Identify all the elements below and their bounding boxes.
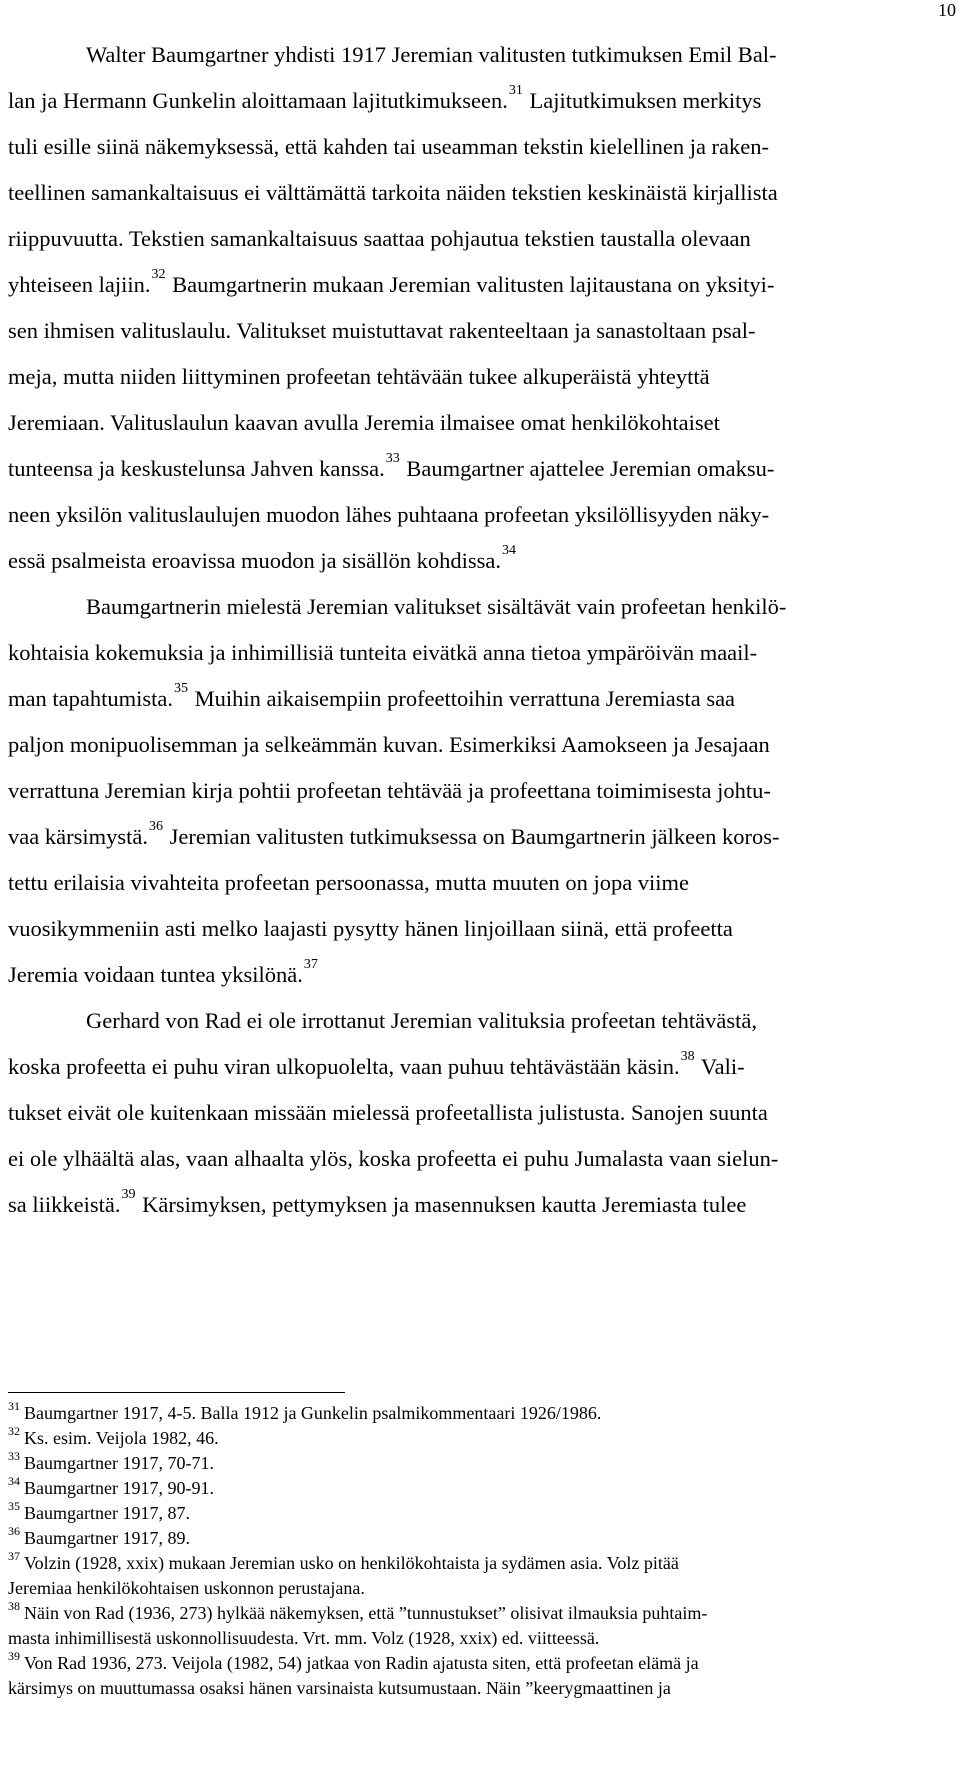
footnote-text: Baumgartner 1917, 4-5. Balla 1912 ja Gunkelin psalmikommentaari 1926/1986. [24,1403,602,1423]
text-line: Jeremiaan. Valituslaulun kaavan avulla Jeremia ilmaisee omat henkilökohtaiset [8,410,720,435]
text-line: man tapahtumista.$^{35}$ Muihin aikaisempiin profeettoihin verrattuna Jeremiasta saa [8,681,736,711]
footnote-number: 36 [8,1524,20,1538]
footnote-divider [8,1392,345,1393]
footnote [8,1551,956,1576]
footnote-text: Ks. esim. Veijola 1982, 46. [24,1428,219,1448]
text-line: ei ole ylhäältä alas, vaan alhaalta ylös, koska profeetta ei puhu Jumalasta vaan sielun- [8,1146,779,1171]
footnote-number: 38 [8,1599,20,1613]
footnote-text: masta inhimillisestä uskonnollisuudesta. Vrt. mm. Volz (1928, xxix) ed. viitteessä. [8,1628,600,1648]
text-line: paljon monipuolisemman ja selkeämmän kuvan. Esimerkiksi Aamokseen ja Jesajaan [8,732,770,757]
footnote-number: 35 [8,1499,20,1513]
text-line: lan ja Hermann Gunkelin aloittamaan lajitutkimukseen.$^{31}$ Lajitutkimuksen merkitys [8,83,762,113]
page-number: 10 [938,0,956,20]
text-line: koska profeetta ei puhu viran ulkopuolelta, vaan puhuu tehtävästään käsin.$^{38}$ Vali- [8,1049,745,1079]
text-line: Walter Baumgartner yhdisti 1917 Jeremian valitusten tutkimuksen Emil Bal- [86,42,777,67]
text-line: essä psalmeista eroavissa muodon ja sisällön kohdissa.$^{34}$ [8,543,517,573]
footnote-continuation [8,1626,956,1651]
text-line: riippuvuutta. Tekstien samankaltaisuus saattaa pohjautua tekstien taustalla olevaan [8,226,751,251]
footnote-ref[interactable]: 36 [148,819,163,834]
footnote-ref[interactable]: 31 [508,83,523,98]
text-line: sa liikkeistä.$^{39}$ Kärsimyksen, pettymyksen ja masennuksen kautta Jeremiasta tulee [8,1187,747,1217]
footnote-continuation [8,1676,956,1701]
footnote-number: 37 [8,1549,20,1563]
footnote-ref[interactable]: 38 [680,1049,695,1064]
footnote-number: 39 [8,1649,20,1663]
footnote-number: 33 [8,1449,20,1463]
footnote [8,1526,956,1551]
footnote-text: Von Rad 1936, 273. Veijola (1982, 54) jatkaa von Radin ajatusta siten, että profeetan elämä ja [24,1653,699,1673]
footnotes [8,1401,956,1701]
footnote-text: Baumgartner 1917, 90-91. [24,1478,214,1498]
text-line: tukset eivät ole kuitenkaan missään mielessä profeetallista julistusta. Sanojen suunta [8,1100,768,1125]
text-line: verrattuna Jeremian kirja pohtii profeetan tehtävää ja profeettana toimimisesta johtu- [8,778,771,803]
footnote-text: Baumgartner 1917, 87. [24,1503,190,1523]
footnote-ref[interactable]: 32 [151,267,166,282]
footnote-number: 34 [8,1474,20,1488]
text-line: yhteiseen lajiin.$^{32}$ Baumgartnerin mukaan Jeremian valitusten lajitaustana on yksityi- [8,267,775,297]
text-line: Jeremia voidaan tuntea yksilönä.$^{37}$ [8,957,318,987]
text-line: meja, mutta niiden liittyminen profeetan tehtävään tukee alkuperäistä yhteyttä [8,364,710,389]
footnote-text: kärsimys on muuttumassa osaksi hänen varsinaista kutsumustaan. Näin ”keerygmaattinen ja [8,1678,671,1698]
text-line: kohtaisia kokemuksia ja inhimillisiä tunteita eivätkä anna tietoa ympäröivän maail- [8,640,758,665]
text-line: teellinen samankaltaisuus ei välttämättä tarkoita näiden tekstien keskinäistä kirjallista [8,180,778,205]
footnote [8,1651,956,1676]
footnote-text: Jeremiaa henkilökohtaisen uskonnon perustajana. [8,1578,365,1598]
footnote [8,1426,956,1451]
footnote-text: Baumgartner 1917, 89. [24,1528,190,1548]
footnote-ref[interactable]: 35 [173,681,188,696]
text-line: tettu erilaisia vivahteita profeetan persoonassa, mutta muuten on jopa viime [8,870,690,895]
footnote [8,1601,956,1626]
footnote [8,1401,956,1426]
text-line: tunteensa ja keskustelunsa Jahven kanssa.$^{33}$ Baumgartner ajattelee Jeremian omaksu- [8,451,775,481]
footnote-text: Näin von Rad (1936, 273) hylkää näkemyksen, että ”tunnustukset” olisivat ilmauksia puhtaim- [24,1603,708,1623]
footnote [8,1451,956,1476]
text-line: Gerhard von Rad ei ole irrottanut Jeremian valituksia profeetan tehtävästä, [86,1008,758,1033]
footnote-number: 31 [8,1399,20,1413]
text-line: neen yksilön valituslaulujen muodon lähes puhtaana profeetan yksilöllisyyden näky- [8,502,770,527]
footnote-continuation [8,1576,956,1601]
text-line: tuli esille siinä näkemyksessä, että kahden tai useamman tekstin kielellinen ja raken- [8,134,770,159]
footnote-ref[interactable]: 39 [121,1187,136,1202]
footnote-ref[interactable]: 33 [385,451,400,466]
text-line: vaa kärsimystä.$^{36}$ Jeremian valitusten tutkimuksessa on Baumgartnerin jälkeen koros- [8,819,780,849]
body-text [8,32,956,1228]
footnote [8,1501,956,1526]
footnote-ref[interactable]: 37 [303,957,318,972]
text-line: sen ihmisen valituslaulu. Valitukset muistuttavat rakenteeltaan ja sanastoltaan psal- [8,318,756,343]
footnote-text: Volzin (1928, xxix) mukaan Jeremian usko on henkilökohtaista ja sydämen asia. Volz pitää [24,1553,679,1573]
text-line: vuosikymmeniin asti melko laajasti pysytty hänen linjoillaan siinä, että profeetta [8,916,733,941]
footnote [8,1476,956,1501]
footnote-number: 32 [8,1424,20,1438]
footnote-text: Baumgartner 1917, 70-71. [24,1453,214,1473]
text-line: Baumgartnerin mielestä Jeremian valitukset sisältävät vain profeetan henkilö- [86,594,787,619]
footnote-ref[interactable]: 34 [502,543,517,558]
